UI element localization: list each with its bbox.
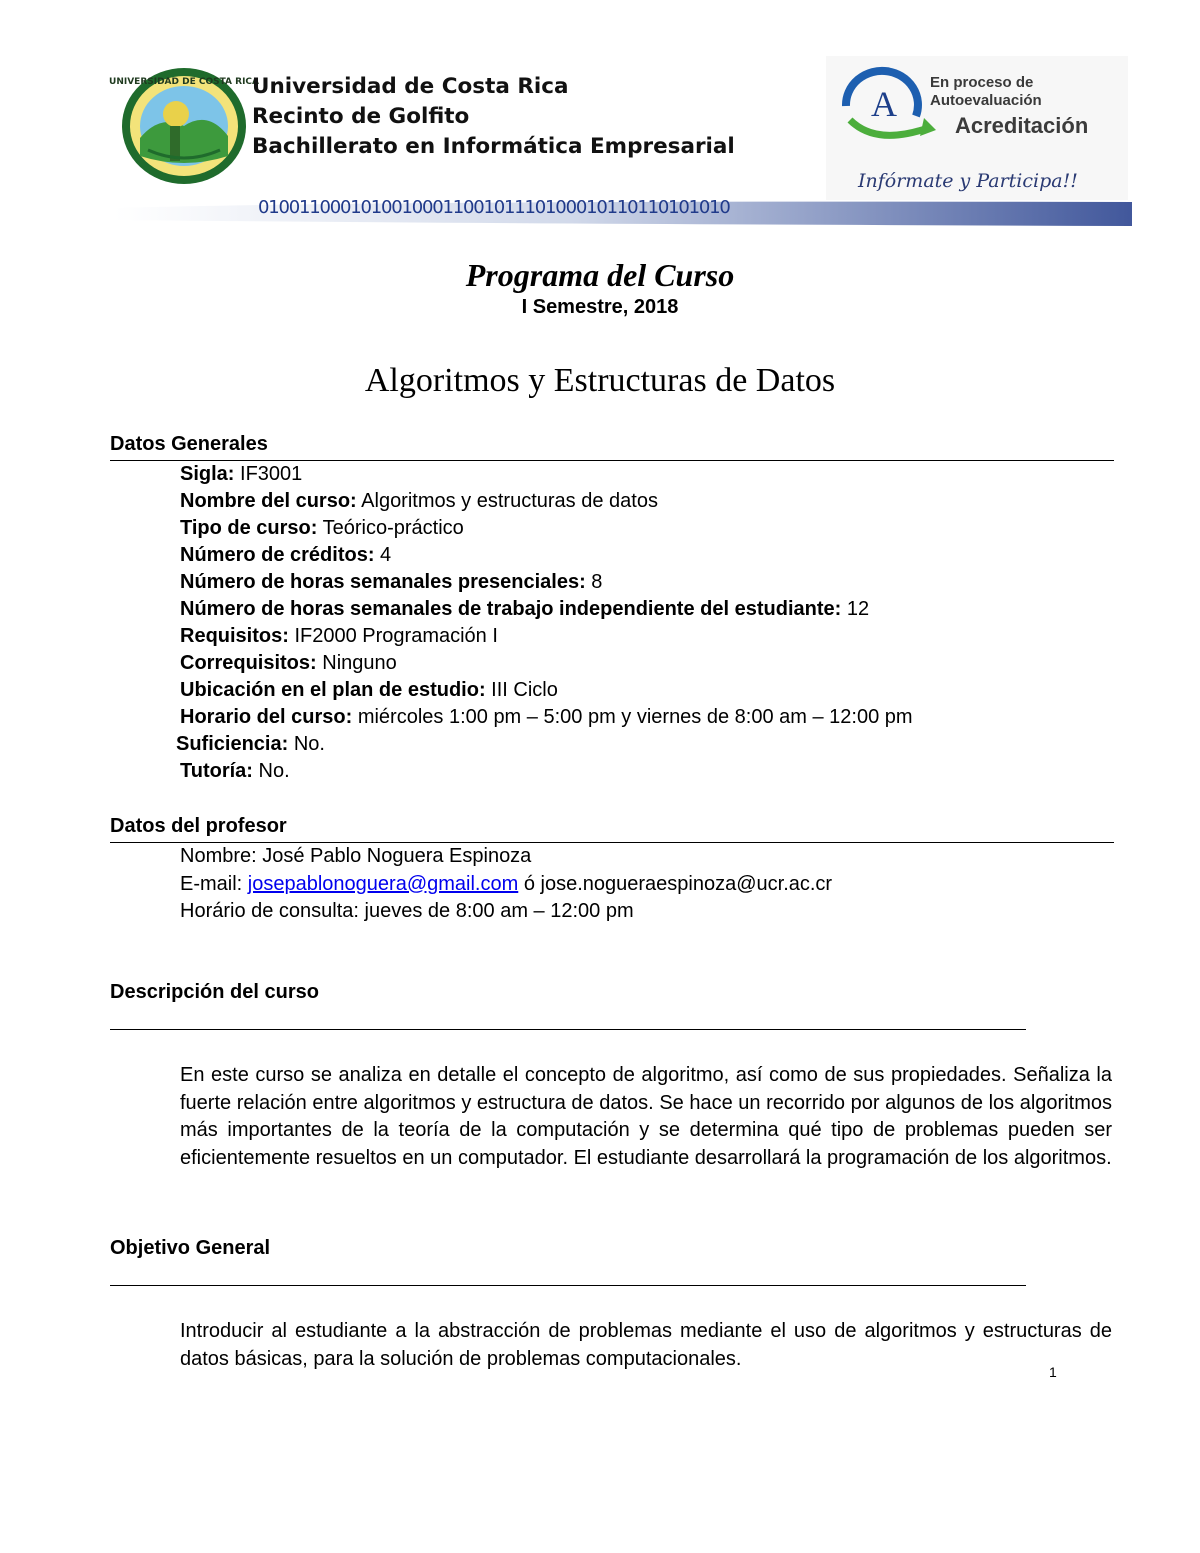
course-description: En este curso se analiza en detalle el concepto de algoritmo, así como de sus propiedades. Señaliza la fuerte relación entre algoritmos y estructura de datos. Se hace un recorrido por algunos de los algoritmos más importantes de la teoría de la computación y se determina qué tipo de problemas pueden ser eficientemente resueltos en un computador. El estudiante desarrollará la programación de los algoritmos. [180, 1064, 1112, 1169]
accreditation-logo-letter: A [871, 84, 897, 124]
field-requisitos: Requisitos: IF2000 Programación I [180, 625, 498, 647]
program-name: Bachillerato en Informática Empresarial [252, 134, 735, 159]
professor-email-link[interactable]: josepablonoguera@gmail.com [247, 872, 519, 895]
page-number: 1 [1049, 1364, 1057, 1380]
section-heading-objetivo: Objetivo General [110, 1237, 271, 1259]
section-rule [110, 1285, 1026, 1286]
semester-label: I Semestre, 2018 [521, 296, 679, 318]
field-horas-presenciales: Número de horas semanales presenciales: 8 [180, 571, 603, 593]
university-name: Universidad de Costa Rica [252, 74, 569, 99]
document-title: Programa del Curso [465, 257, 735, 293]
field-nombre-curso: Nombre del curso: Algoritmos y estructuras de datos [180, 490, 658, 512]
accreditation-line3: Acreditación [955, 113, 1089, 138]
professor-office-hours: Horário de consulta: jueves de 8:00 am – 12:00 pm [180, 900, 634, 922]
course-title: Algoritmos y Estructuras de Datos [364, 362, 836, 399]
field-horario: Horario del curso: miércoles 1:00 pm – 5:00 pm y viernes de 8:00 am – 12:00 pm [180, 706, 913, 728]
accreditation-slogan: Infórmate y Participa!! [858, 170, 1078, 192]
section-heading-datos-generales: Datos Generales [110, 433, 268, 455]
general-data-list [176, 461, 913, 785]
section-heading-profesor: Datos del profesor [110, 815, 287, 837]
field-horas-independientes: Número de horas semanales de trabajo independiente del estudiante: 12 [180, 598, 870, 620]
accreditation-line2: Autoevaluación [930, 92, 1042, 109]
field-tutoria: Tutoría: No. [180, 760, 290, 782]
seal-text: UNIVERSIDAD DE COSTA RICA [109, 77, 259, 87]
field-sigla: Sigla: IF3001 [180, 463, 303, 485]
general-objective: Introducir al estudiante a la abstracción de problemas mediante el uso de algoritmos y estructuras de datos básicas, para la solución de problemas computacionales. [180, 1320, 1112, 1370]
accreditation-a-icon [836, 66, 932, 146]
field-tipo-curso: Tipo de curso: Teórico-práctico [180, 517, 464, 539]
section-heading-descripcion: Descripción del curso [110, 981, 319, 1003]
field-suficiencia: Suficiencia: No. [176, 733, 325, 755]
field-creditos: Número de créditos: 4 [180, 544, 392, 566]
university-seal-logo [109, 66, 259, 186]
field-correquisitos: Correquisitos: Ninguno [180, 652, 397, 674]
header-institution [252, 72, 735, 162]
section-rule [110, 1029, 1026, 1030]
accreditation-line1: En proceso de [930, 74, 1034, 91]
field-ubicacion: Ubicación en el plan de estudio: III Ciclo [180, 679, 558, 701]
professor-data [180, 843, 832, 926]
binary-strip-text: 0100110001010010001100101110100010110110101010 [258, 197, 730, 218]
professor-email-line: E-mail: josepablonoguera@gmail.com ó jose.nogueraespinoza@ucr.ac.cr [180, 872, 833, 895]
campus-name: Recinto de Golfito [252, 104, 470, 129]
professor-name: Nombre: José Pablo Noguera Espinoza [180, 845, 532, 867]
